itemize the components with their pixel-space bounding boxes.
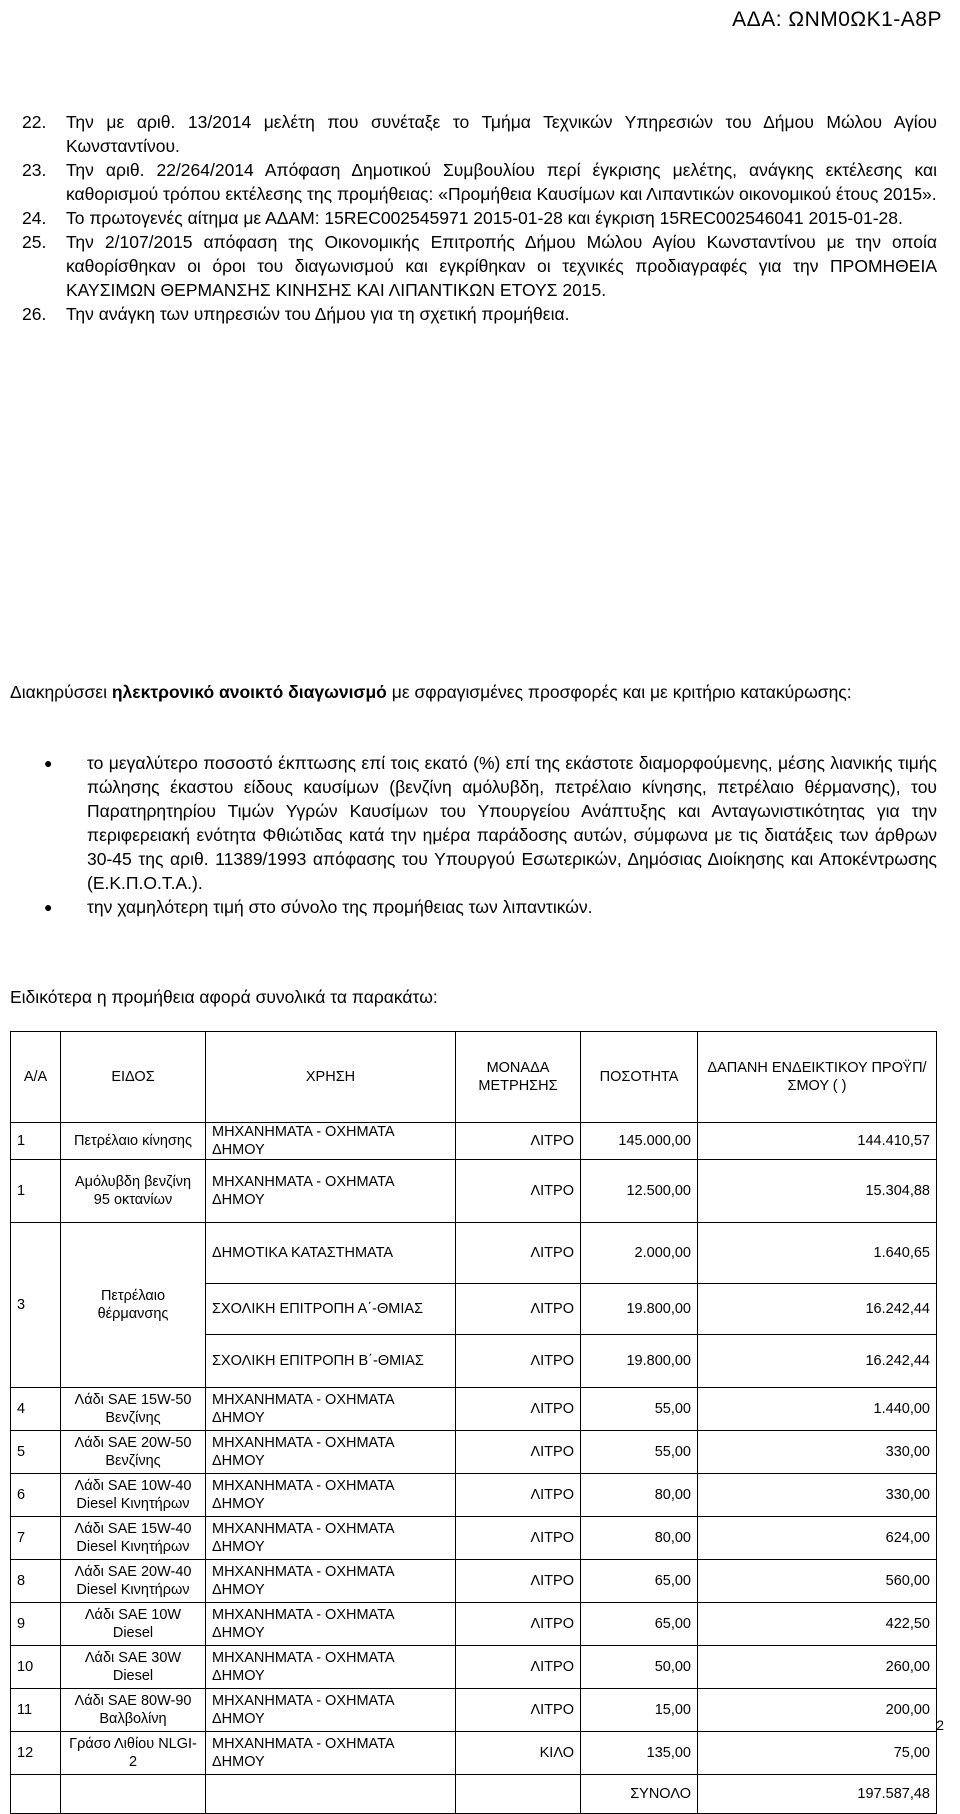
row-cost: 75,00 [698, 1732, 937, 1775]
row-qty: 55,00 [581, 1431, 698, 1474]
total-label: ΣΥΝΟΛΟ [581, 1775, 698, 1814]
item-text: Την 2/107/2015 απόφαση της Οικονομικής Επιτροπής Δήμου Μώλου Αγίου Κωνσταντίνου με την οποία καθορίσθηκαν οι όροι του διαγωνισμού και εγκρίθηκαν οι τεχνικές προδιαγραφές για την ΠΡΟΜΗΘΕΙΑ ΚΑΥΣΙΜΩΝ ΘΕΡΜΑΝΣΗΣ ΚΙΝΗΣΗΣ ΚΑΙ ΛΙΠΑΝΤΙΚΩΝ ΕΤΟΥΣ 2015. [66, 232, 937, 300]
total-empty [456, 1775, 581, 1814]
declaration-post: με σφραγισμένες προσφορές και με κριτήριο κατακύρωσης: [386, 682, 852, 702]
declaration-pre: Διακηρύσσει [10, 682, 112, 702]
declaration-bold: ηλεκτρονικό ανοικτό διαγωνισμό [111, 682, 387, 702]
row-qty: 65,00 [581, 1560, 698, 1603]
row-unit: ΛΙΤΡΟ [456, 1160, 581, 1223]
row-item: Λάδι SAE 15W-50 Βενζίνης [61, 1388, 206, 1431]
row-unit: ΛΙΤΡΟ [456, 1689, 581, 1732]
numbered-item [22, 230, 937, 302]
table-total-row [11, 1775, 937, 1814]
row-unit: ΛΙΤΡΟ [456, 1123, 581, 1160]
row-aa: 9 [11, 1603, 61, 1646]
row-item: Λάδι SAE 15W-40 Diesel Κινητήρων [61, 1517, 206, 1560]
row-use: ΜΗΧΑΝΗΜΑΤΑ - ΟΧΗΜΑΤΑ ΔΗΜΟΥ [206, 1123, 456, 1160]
bullet-icon: ● [44, 755, 53, 771]
row-cost: 330,00 [698, 1431, 937, 1474]
header-cost: ΔΑΠΑΝΗ ΕΝΔΕΙΚΤΙΚΟΥ ΠΡΟΫΠ/ΣΜΟΥ ( ) [698, 1032, 937, 1123]
row-qty: 12.500,00 [581, 1160, 698, 1223]
row-aa: 3 [11, 1223, 61, 1388]
row-unit: ΛΙΤΡΟ [456, 1431, 581, 1474]
row-unit: ΛΙΤΡΟ [456, 1560, 581, 1603]
row-aa: 11 [11, 1689, 61, 1732]
declaration-paragraph [10, 680, 935, 704]
total-empty [11, 1775, 61, 1814]
item-number: 24. [22, 208, 47, 228]
row-qty: 19.800,00 [581, 1335, 698, 1388]
row-item: Λάδι SAE 10W-40 Diesel Κινητήρων [61, 1474, 206, 1517]
row-qty: 50,00 [581, 1646, 698, 1689]
criteria-text: την χαμηλότερη τιμή στο σύνολο της προμήθειας των λιπαντικών. [87, 897, 593, 917]
row-item: Λάδι SAE 80W-90 Βαλβολίνη [61, 1689, 206, 1732]
row-cost: 422,50 [698, 1603, 937, 1646]
row-qty: 65,00 [581, 1603, 698, 1646]
ada-code: ΑΔΑ: ΩΝΜ0ΩΚ1-Α8Ρ [732, 8, 942, 31]
row-cost: 16.242,44 [698, 1335, 937, 1388]
item-number: 25. [22, 232, 47, 252]
numbered-item [22, 302, 937, 326]
row-use: ΜΗΧΑΝΗΜΑΤΑ - ΟΧΗΜΑΤΑ ΔΗΜΟΥ [206, 1160, 456, 1223]
row-cost: 260,00 [698, 1646, 937, 1689]
table-row [11, 1431, 937, 1474]
row-unit: ΚΙΛΟ [456, 1732, 581, 1775]
row-cost: 560,00 [698, 1560, 937, 1603]
row-aa: 8 [11, 1560, 61, 1603]
row-item: Λάδι SAE 20W-50 Βενζίνης [61, 1431, 206, 1474]
row-use: ΜΗΧΑΝΗΜΑΤΑ - ΟΧΗΜΑΤΑ ΔΗΜΟΥ [206, 1560, 456, 1603]
header-qty: ΠΟΣΟΤΗΤΑ [581, 1032, 698, 1123]
table-row [11, 1689, 937, 1732]
row-qty: 80,00 [581, 1474, 698, 1517]
page-number: 2 [936, 1717, 944, 1733]
numbered-item [22, 206, 937, 230]
table-row [11, 1388, 937, 1431]
table-row [11, 1123, 937, 1160]
award-criteria-list [44, 751, 937, 919]
row-use: ΜΗΧΑΝΗΜΑΤΑ - ΟΧΗΜΑΤΑ ΔΗΜΟΥ [206, 1689, 456, 1732]
row-cost: 16.242,44 [698, 1284, 937, 1335]
row-unit: ΛΙΤΡΟ [456, 1646, 581, 1689]
row-cost: 15.304,88 [698, 1160, 937, 1223]
row-cost: 624,00 [698, 1517, 937, 1560]
row-item: Πετρέλαιο κίνησης [61, 1123, 206, 1160]
header-aa: Α/Α [11, 1032, 61, 1123]
row-unit: ΛΙΤΡΟ [456, 1603, 581, 1646]
table-row [11, 1646, 937, 1689]
row-cost: 1.440,00 [698, 1388, 937, 1431]
row-qty: 55,00 [581, 1388, 698, 1431]
row-unit: ΛΙΤΡΟ [456, 1223, 581, 1284]
table-row [11, 1474, 937, 1517]
numbered-considerations [22, 110, 937, 326]
row-qty: 135,00 [581, 1732, 698, 1775]
row-use: ΜΗΧΑΝΗΜΑΤΑ - ΟΧΗΜΑΤΑ ΔΗΜΟΥ [206, 1646, 456, 1689]
table-row [11, 1560, 937, 1603]
table-row [11, 1603, 937, 1646]
row-cost: 330,00 [698, 1474, 937, 1517]
bullet-icon: ● [44, 899, 53, 915]
total-value: 197.587,48 [698, 1775, 937, 1814]
row-qty: 2.000,00 [581, 1223, 698, 1284]
item-text: Την με αριθ. 13/2014 μελέτη που συνέταξε το Τμήμα Τεχνικών Υπηρεσιών του Δήμου Μώλου Αγίου Κωνσταντίνου. [66, 112, 937, 156]
row-aa: 12 [11, 1732, 61, 1775]
row-use: ΜΗΧΑΝΗΜΑΤΑ - ΟΧΗΜΑΤΑ ΔΗΜΟΥ [206, 1388, 456, 1431]
row-use: ΜΗΧΑΝΗΜΑΤΑ - ΟΧΗΜΑΤΑ ΔΗΜΟΥ [206, 1603, 456, 1646]
numbered-item [22, 158, 937, 206]
row-aa: 10 [11, 1646, 61, 1689]
row-item: Γράσο Λιθίου NLGI-2 [61, 1732, 206, 1775]
row-cost: 144.410,57 [698, 1123, 937, 1160]
row-use: ΜΗΧΑΝΗΜΑΤΑ - ΟΧΗΜΑΤΑ ΔΗΜΟΥ [206, 1732, 456, 1775]
row-qty: 145.000,00 [581, 1123, 698, 1160]
row-item: Λάδι SAE 20W-40 Diesel Κινητήρων [61, 1560, 206, 1603]
item-number: 22. [22, 112, 47, 132]
row-item: Πετρέλαιο θέρμανσης [61, 1223, 206, 1388]
row-qty: 15,00 [581, 1689, 698, 1732]
item-text: Το πρωτογενές αίτημα με ΑΔΑΜ: 15REC002545971 2015-01-28 και έγκριση 15REC002546041 2015-01-28. [66, 208, 903, 228]
header-item: ΕΙΔΟΣ [61, 1032, 206, 1123]
row-use: ΜΗΧΑΝΗΜΑΤΑ - ΟΧΗΜΑΤΑ ΔΗΜΟΥ [206, 1431, 456, 1474]
header-use: ΧΡΗΣΗ [206, 1032, 456, 1123]
row-use: ΣΧΟΛΙΚΗ ΕΠΙΤΡΟΠΗ Α΄-ΘΜΙΑΣ [206, 1284, 456, 1335]
row-unit: ΛΙΤΡΟ [456, 1474, 581, 1517]
row-cost: 200,00 [698, 1689, 937, 1732]
row-unit: ΛΙΤΡΟ [456, 1388, 581, 1431]
row-use: ΔΗΜΟΤΙΚΑ ΚΑΤΑΣΤΗΜΑΤΑ [206, 1223, 456, 1284]
row-aa: 1 [11, 1160, 61, 1223]
row-use: ΜΗΧΑΝΗΜΑΤΑ - ΟΧΗΜΑΤΑ ΔΗΜΟΥ [206, 1517, 456, 1560]
table-intro: Ειδικότερα η προμήθεια αφορά συνολικά τα παρακάτω: [10, 987, 438, 1007]
criteria-text: το μεγαλύτερο ποσοστό έκπτωσης επί τοις εκατό (%) επί της εκάστοτε διαμορφούμενης, μέσης λιανικής τιμής πώλησης έκαστου είδους καυσίμων (βενζίνη αμόλυβδη, πετρέλαιο κίνησης, πετρέλαιο θέρμανσης), του Παρατηρητηρίου Τιμών Υγρών Καυσίμων του Υπουργείου Ανάπτυξης και Ανταγωνιστικότητας για την περιφερειακή ενότητα Φθιώτιδας κατά την ημέρα παράδοσης αυτών, σύμφωνα με τις διατάξεις των άρθρων 30-45 της αριθ. 11389/1993 απόφασης του Υπουργού Εσωτερικών, Δημόσιας Διοίκησης και Αποκέντρωσης (Ε.Κ.Π.Ο.Τ.Α.). [87, 753, 937, 893]
header-unit: ΜΟΝΑΔΑ ΜΕΤΡΗΣΗΣ [456, 1032, 581, 1123]
row-qty: 80,00 [581, 1517, 698, 1560]
row-aa: 7 [11, 1517, 61, 1560]
table-row [11, 1223, 937, 1284]
table-header-row [11, 1032, 937, 1123]
row-item: Λάδι SAE 30W Diesel [61, 1646, 206, 1689]
item-text: Την αριθ. 22/264/2014 Απόφαση Δημοτικού Συμβουλίου περί έγκρισης μελέτης, ανάγκης εκτέλεσης και καθορισμού τρόπου εκτέλεσης της προμήθειας: «Προμήθεια Καυσίμων και Λιπαντικών οικονομικού έτους 2015». [66, 160, 937, 204]
row-qty: 19.800,00 [581, 1284, 698, 1335]
supply-table [10, 1031, 937, 1814]
row-unit: ΛΙΤΡΟ [456, 1517, 581, 1560]
row-aa: 6 [11, 1474, 61, 1517]
row-aa: 4 [11, 1388, 61, 1431]
item-number: 26. [22, 304, 47, 324]
row-aa: 1 [11, 1123, 61, 1160]
table-row [11, 1732, 937, 1775]
row-use: ΣΧΟΛΙΚΗ ΕΠΙΤΡΟΠΗ Β΄-ΘΜΙΑΣ [206, 1335, 456, 1388]
total-empty [206, 1775, 456, 1814]
table-row [11, 1517, 937, 1560]
row-aa: 5 [11, 1431, 61, 1474]
numbered-item [22, 110, 937, 158]
total-empty [61, 1775, 206, 1814]
item-number: 23. [22, 160, 47, 180]
table-row [11, 1160, 937, 1223]
row-item: Λάδι SAE 10W Diesel [61, 1603, 206, 1646]
criteria-bullet [44, 895, 937, 919]
row-unit: ΛΙΤΡΟ [456, 1335, 581, 1388]
criteria-bullet [44, 751, 937, 895]
row-cost: 1.640,65 [698, 1223, 937, 1284]
row-use: ΜΗΧΑΝΗΜΑΤΑ - ΟΧΗΜΑΤΑ ΔΗΜΟΥ [206, 1474, 456, 1517]
item-text: Την ανάγκη των υπηρεσιών του Δήμου για τη σχετική προμήθεια. [66, 304, 570, 324]
row-item: Αμόλυβδη βενζίνη 95 οκτανίων [61, 1160, 206, 1223]
row-unit: ΛΙΤΡΟ [456, 1284, 581, 1335]
